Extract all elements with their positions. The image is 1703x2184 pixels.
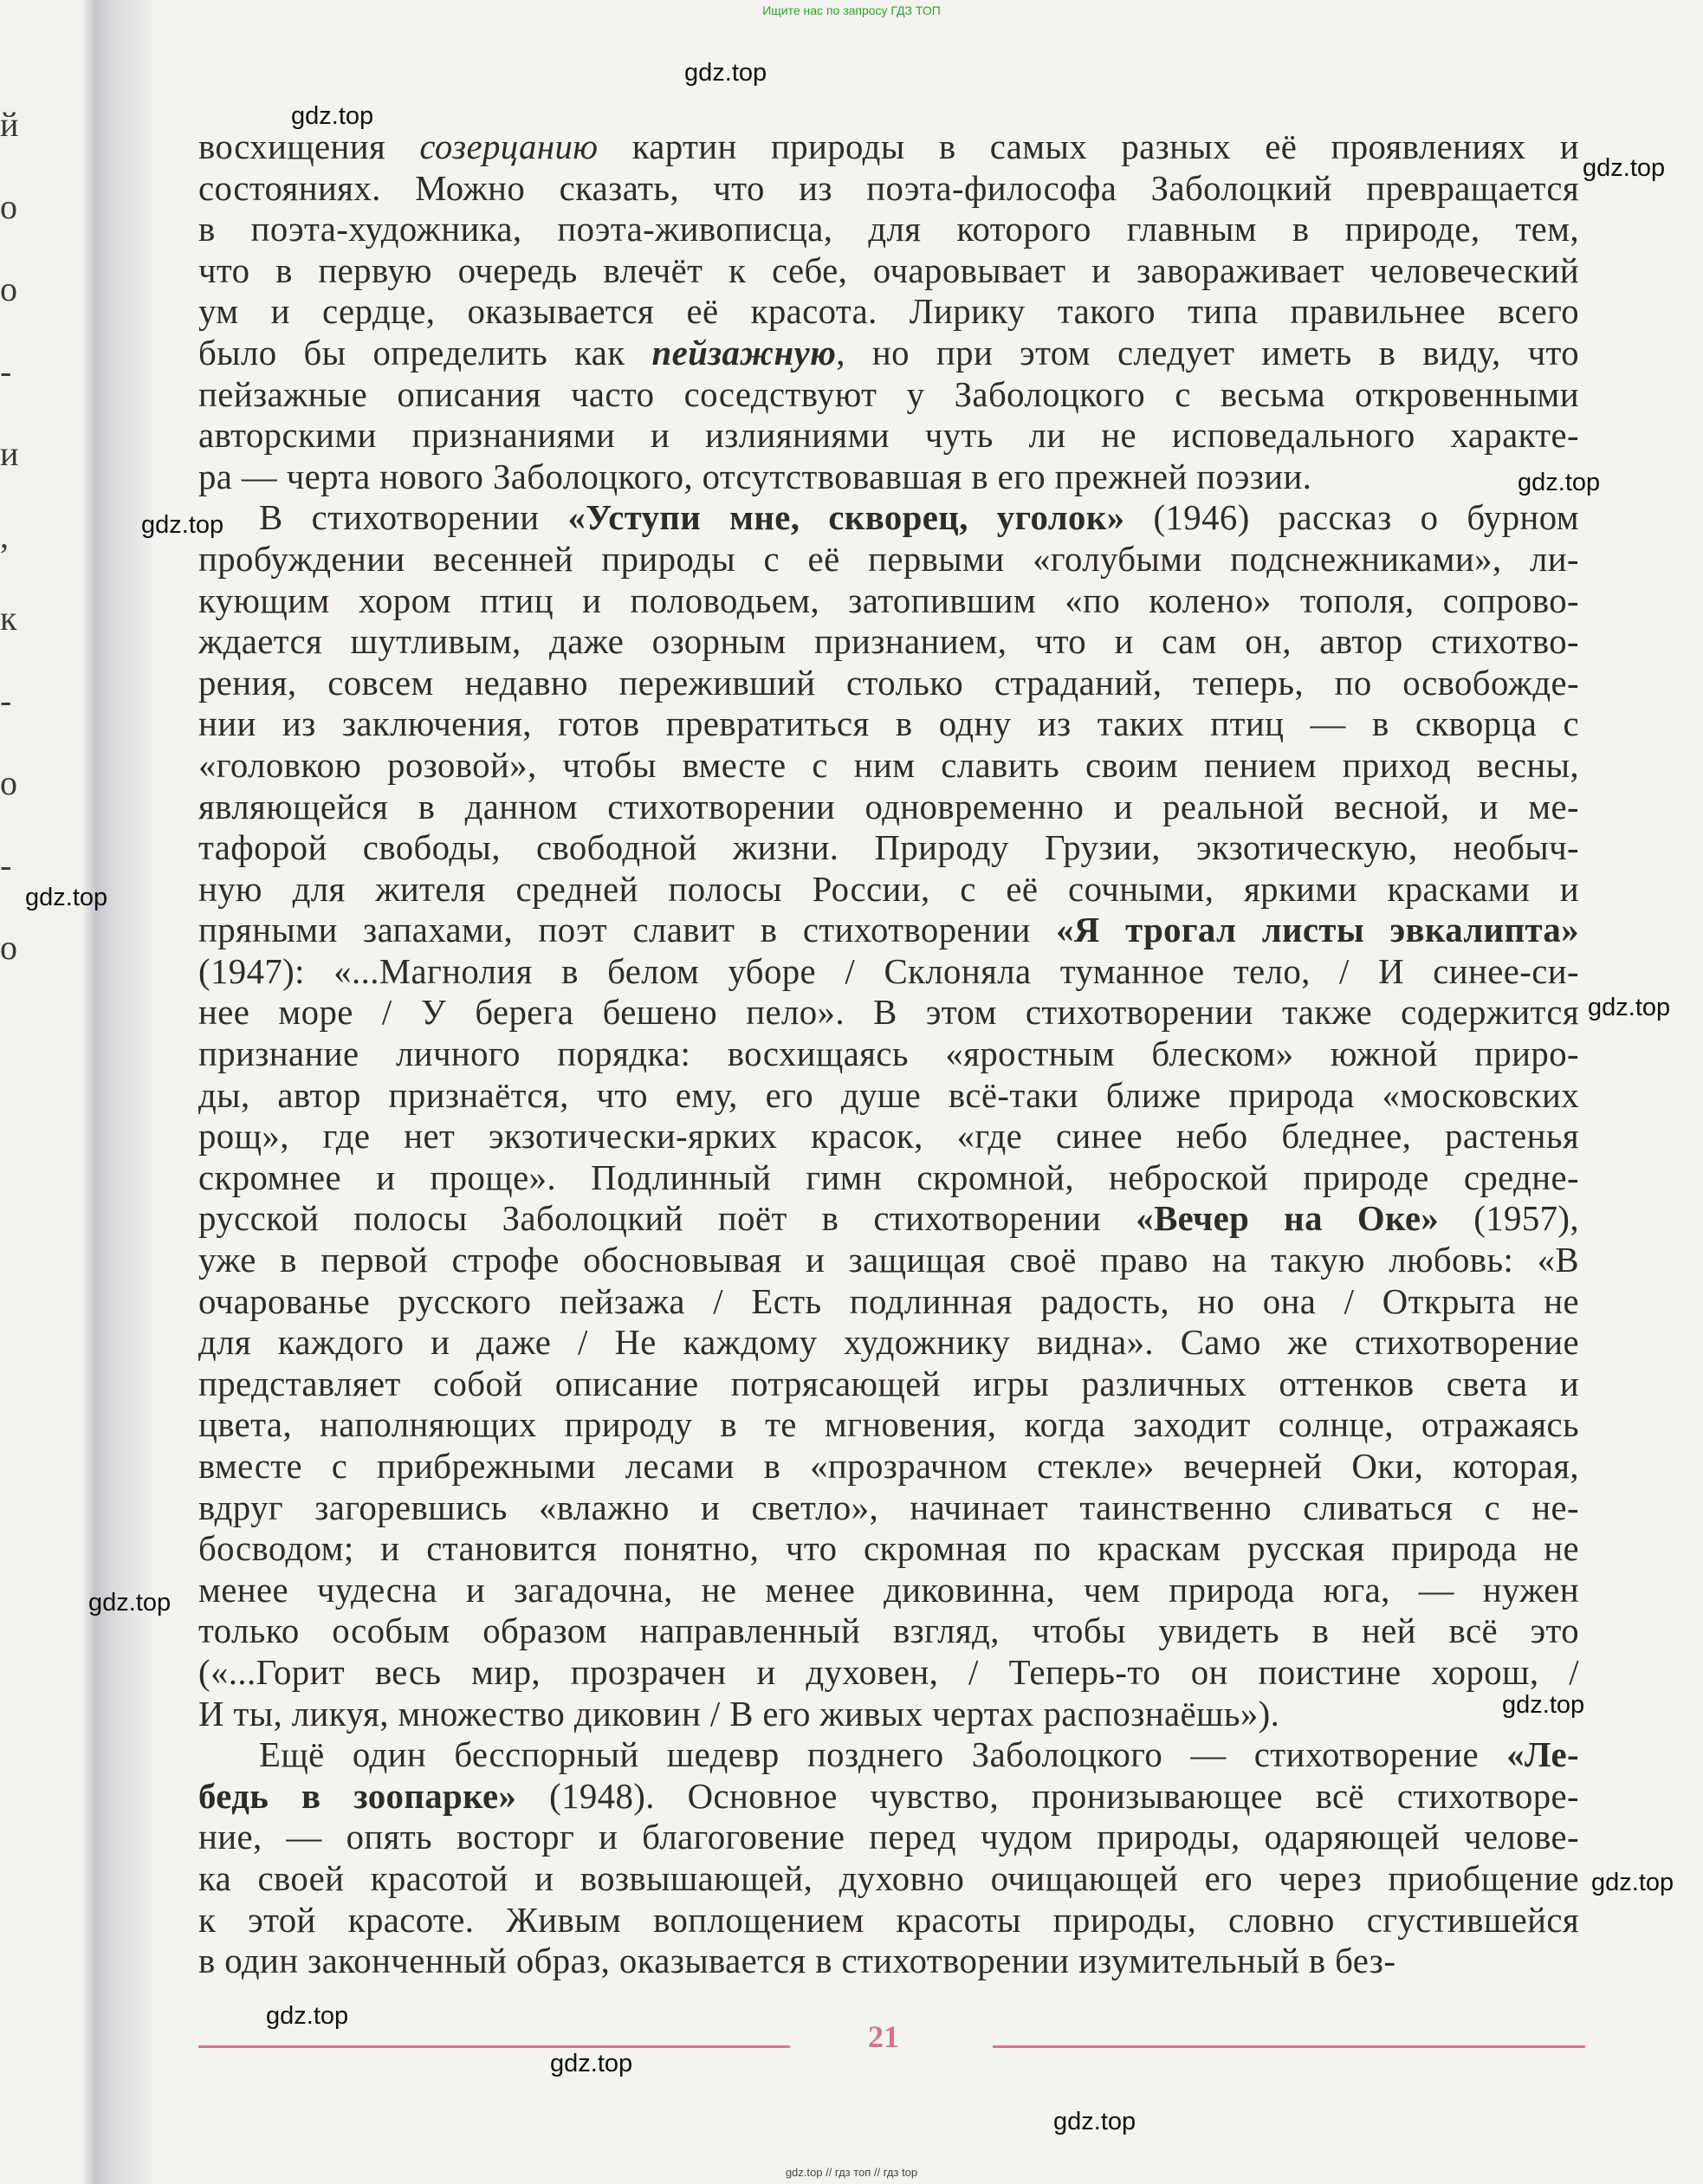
paragraph <box>198 1734 1579 1982</box>
text-segment: (1947): «...Магнолия в белом уборе / Склоняла туманное тело, / И синее-си- <box>198 951 1579 991</box>
text-line <box>198 621 1579 663</box>
text-segment: Ещё один бесспорный шедевр позднего Заболоцкого — стихотворение <box>259 1735 1507 1775</box>
text-segment: восхищения <box>198 127 420 166</box>
emphasis-segment: «Я трогал листы эвкалипта» <box>1056 911 1580 950</box>
text-line <box>198 1487 1579 1529</box>
text-line <box>198 910 1579 951</box>
text-line <box>198 168 1579 210</box>
watermark: gdz.top <box>266 2002 349 2030</box>
text-segment: что в первую очередь влечёт к себе, очаровывает и завораживает человеческий <box>198 250 1579 290</box>
text-segment: являющейся в данном стихотворении одновременно и реальной весной, и ме- <box>198 787 1579 826</box>
text-line <box>198 1322 1579 1364</box>
emphasis-segment: пейзажную <box>651 333 837 373</box>
text-segment: пробуждении весенней природы с её первыми «голубыми подснежниками», ли- <box>198 539 1579 579</box>
watermark: gdz.top <box>1053 2108 1136 2135</box>
text-line <box>198 827 1579 869</box>
edge-char: о <box>0 763 17 802</box>
text-segment: русской полосы Заболоцкий поёт в стихотворении <box>198 1199 1136 1239</box>
text-segment: (1948). Основное чувство, пронизывающее всё стихотворе- <box>516 1776 1580 1816</box>
text-line <box>198 1116 1579 1157</box>
text-segment: авторскими признаниями и излияниями чуть ли не исповедального характе- <box>198 416 1579 456</box>
text-segment: пейзажные описания часто соседствуют у Заболоцкого с весьма откровенными <box>198 374 1579 414</box>
emphasis-segment: «Уступи мне, скворец, уголок» <box>567 498 1125 538</box>
text-segment: кующим хором птиц и половодьем, затопившим «по колено» тополя, сопрово- <box>198 580 1579 620</box>
edge-char: о <box>0 269 17 308</box>
text-line <box>198 703 1579 745</box>
edge-char: о <box>0 187 17 226</box>
text-line <box>198 539 1579 580</box>
text-line <box>198 1281 1579 1323</box>
text-segment: для каждого и даже / Не каждому художнику видна». Само же стихотворение <box>198 1323 1579 1363</box>
text-segment: В стихотворении <box>259 498 568 538</box>
watermark: gdz.top <box>1583 154 1666 182</box>
watermark: gdz.top <box>141 511 224 539</box>
adjacent-page-edge <box>0 104 26 968</box>
text-line <box>198 126 1579 168</box>
text-segment: рощ», где нет экзотически-ярких красок, «где синее небо бледнее, растенья <box>198 1117 1579 1157</box>
text-segment: вместе с прибрежными лесами в «прозрачном стекле» вечерней Оки, которая, <box>198 1447 1579 1486</box>
text-line <box>198 209 1579 250</box>
text-segment: пряными запахами, поэт славит в стихотворении <box>198 911 1057 950</box>
text-segment: И ты, ликуя, множество диковин / В его живых чертах распознаёшь»). <box>198 1694 1280 1734</box>
text-line <box>198 951 1579 993</box>
body-text <box>198 126 1579 1982</box>
watermark: gdz.top <box>88 1589 172 1617</box>
text-line <box>198 1817 1579 1858</box>
text-segment: ние, — опять восторг и благоговение перед чудом природы, одаряющей челове- <box>198 1818 1579 1857</box>
text-line <box>198 1652 1579 1694</box>
text-line <box>198 1610 1579 1652</box>
text-segment: нии из заключения, готов превратиться в одну из таких птиц — в скворца с <box>198 704 1579 744</box>
text-segment: рения, совсем недавно переживший столько страданий, теперь, по освобожде- <box>198 663 1579 703</box>
text-segment: было бы определить как <box>198 333 652 373</box>
edge-char: - <box>0 352 12 391</box>
text-segment: очарованье русского пейзажа / Есть подлинная радость, но она / Открыта не <box>198 1281 1579 1321</box>
text-line <box>198 1034 1579 1075</box>
edge-char: , <box>0 516 9 555</box>
text-segment: скромнее и проще». Подлинный гимн скромной, неброской природе средне- <box>198 1157 1579 1197</box>
text-line <box>198 1528 1579 1570</box>
text-line <box>198 374 1579 416</box>
text-segment: в один законченный образ, оказывается в стихотворении изумительный в без- <box>198 1941 1396 1981</box>
text-segment: («...Горит весь мир, прозрачен и духовен, / Теперь-то он поистине хорош, / <box>198 1652 1579 1692</box>
text-line <box>198 869 1579 911</box>
text-line <box>198 1570 1579 1611</box>
text-segment: ка своей красотой и возвышающей, духовно очищающей его через приобщение <box>198 1858 1579 1898</box>
text-segment: босводом; и становится понятно, что скромная по краскам русская природа не <box>198 1529 1579 1569</box>
text-line <box>198 1694 1579 1735</box>
footer-rule-right <box>993 2045 1585 2048</box>
text-segment: ра — черта нового Заболоцкого, отсутствовавшая в его прежней поэзии. <box>198 457 1312 496</box>
top-note: Ищите нас по запросу ГДЗ ТОП <box>762 3 941 17</box>
footer-note: gdz.top // гдз топ // гдз top <box>785 2166 918 2179</box>
edge-char: и <box>0 434 19 473</box>
text-line <box>198 497 1579 539</box>
footer-rule-left <box>198 2045 790 2048</box>
edge-char: й <box>0 105 19 144</box>
text-line <box>198 457 1579 498</box>
text-segment: картин природы в самых разных её проявлениях и <box>598 127 1579 166</box>
watermark: gdz.top <box>684 59 767 87</box>
text-segment: в поэта-художника, поэта-живописца, для которого главным в природе, тем, <box>198 210 1579 250</box>
text-segment: к этой красоте. Живым воплощением красоты природы, словно сгустившейся <box>198 1900 1579 1940</box>
emphasis-segment: созерцанию <box>419 127 599 166</box>
text-line <box>198 1157 1579 1199</box>
text-line <box>198 1900 1579 1941</box>
watermark: gdz.top <box>1518 469 1601 496</box>
text-line <box>198 1858 1579 1900</box>
text-segment: состояниях. Можно сказать, что из поэта-философа Заболоцкий превращается <box>198 168 1579 208</box>
watermark: gdz.top <box>25 884 108 911</box>
text-line <box>198 580 1579 622</box>
text-segment: менее чудесна и загадочна, не менее диковинна, чем природа юга, — нужен <box>198 1570 1579 1610</box>
text-segment: (1957), <box>1439 1199 1580 1239</box>
paragraph <box>198 126 1579 497</box>
edge-char: - <box>0 681 12 720</box>
text-segment: ум и сердце, оказывается её красота. Лирику такого типа правильнее всего <box>198 292 1579 332</box>
text-segment: ды, автор признаётся, что ему, его душе всё-таки ближе природа «московских <box>198 1075 1579 1115</box>
emphasis-segment: «Ле- <box>1506 1735 1579 1775</box>
text-line <box>198 1404 1579 1446</box>
edge-char: к <box>0 599 17 638</box>
text-line <box>198 1734 1579 1776</box>
watermark: gdz.top <box>1591 1869 1674 1896</box>
text-line <box>198 1776 1579 1818</box>
watermark: gdz.top <box>1588 994 1671 1021</box>
text-segment: ную для жителя средней полосы России, с её сочными, яркими красками и <box>198 869 1579 909</box>
watermark: gdz.top <box>1502 1691 1585 1719</box>
text-line <box>198 745 1579 787</box>
emphasis-segment: бедь в зоопарке» <box>198 1776 517 1816</box>
text-segment: представляет собой описание потрясающей игры различных оттенков света и <box>198 1364 1579 1403</box>
edge-char: - <box>0 846 12 885</box>
text-segment: признание личного порядка: восхищаясь «яростным блеском» южной приро- <box>198 1034 1579 1074</box>
text-line <box>198 1075 1579 1117</box>
text-line <box>198 1364 1579 1405</box>
text-line <box>198 1941 1579 1982</box>
text-line <box>198 333 1579 374</box>
text-line <box>198 1198 1579 1240</box>
paragraph <box>198 497 1579 1734</box>
watermark: gdz.top <box>550 2050 633 2077</box>
emphasis-segment: «Вечер на Оке» <box>1136 1199 1440 1239</box>
edge-char: о <box>0 928 17 967</box>
text-segment: , но при этом следует иметь в виду, что <box>836 333 1579 373</box>
watermark: gdz.top <box>291 102 374 130</box>
text-segment: «головкою розовой», чтобы вместе с ним славить своим пением приход весны, <box>198 745 1579 785</box>
text-segment: (1946) рассказ о бурном <box>1124 498 1580 538</box>
text-segment: цвета, наполняющих природу в те мгновения, когда заходит солнце, отражаясь <box>198 1405 1579 1445</box>
text-line <box>198 415 1579 457</box>
page-number: 21 <box>868 2019 899 2054</box>
text-segment: нее море / У берега бешено пело». В этом стихотворении также содержится <box>198 993 1579 1033</box>
text-line <box>198 291 1579 333</box>
text-line <box>198 992 1579 1034</box>
text-segment: тафорой свободы, свободной жизни. Природу Грузии, экзотическую, необыч- <box>198 828 1579 868</box>
text-segment: ждается шутливым, даже озорным признанием, что и сам он, автор стихотво- <box>198 622 1579 662</box>
text-line <box>198 250 1579 292</box>
text-segment: только особым образом направленный взгляд, чтобы увидеть в ней всё это <box>198 1611 1579 1651</box>
text-line <box>198 1446 1579 1487</box>
text-segment: уже в первой строфе обосновывая и защищая своё право на такую любовь: «В <box>198 1241 1579 1280</box>
text-line <box>198 787 1579 828</box>
text-segment: вдруг загоревшись «влажно и светло», начинает таинственно сливаться с не- <box>198 1487 1579 1527</box>
text-line <box>198 663 1579 704</box>
text-line <box>198 1240 1579 1281</box>
